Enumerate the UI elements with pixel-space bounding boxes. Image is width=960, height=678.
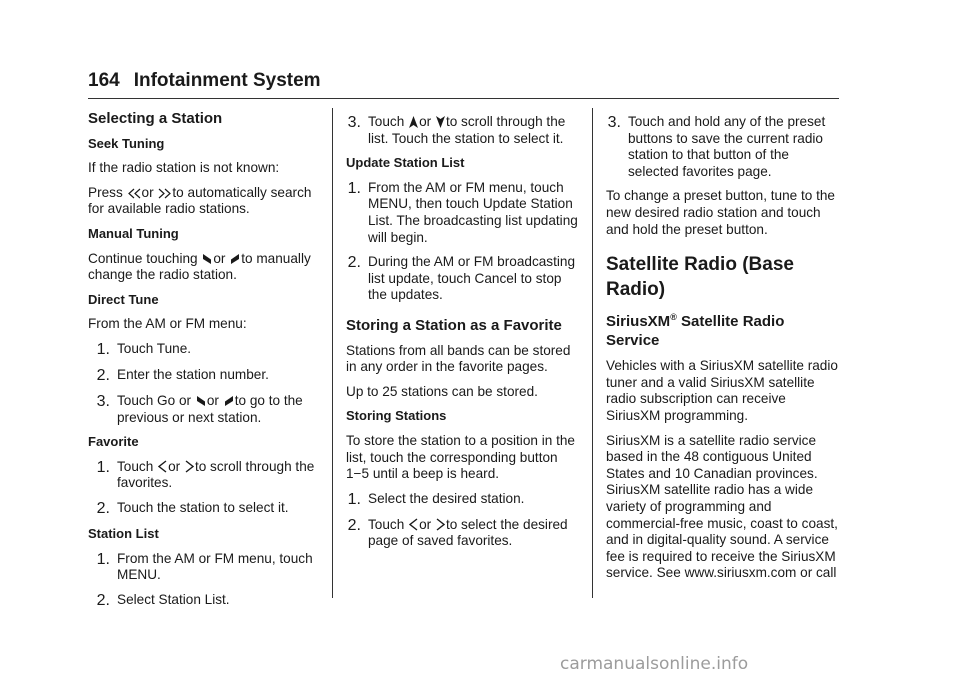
subheading: Storing Stations (346, 408, 447, 424)
column-1 (88, 108, 320, 618)
paragraph: Stations from all bands can be stored in any order in the favorite pages. (346, 342, 571, 375)
paragraph: To change a preset button, tune to the new desired radio station and touch and hold the preset button. (606, 188, 835, 237)
tune-up-icon (230, 253, 240, 265)
header-rule (88, 98, 839, 99)
paragraph: From the AM or FM menu: (88, 316, 247, 332)
list-item: 2. Touch the station to select it. (96, 499, 289, 517)
column-2 (346, 108, 578, 558)
paragraph: Vehicles with a SiriusXM satellite radio tuner and a valid SiriusXM satellite radio subscription can receive SiriusXM programming. (606, 358, 838, 423)
subheading: Update Station List (346, 155, 465, 171)
list-item: 2. Enter the station number. (96, 366, 269, 384)
paragraph: SiriusXM is a satellite radio service based in the 48 contiguous United States and 10 Canadian provinces. SiriusXM satellite radio has a wide variety of programming and commercial-free music, coast to coast, and in digital-quality sound. A service fee is required to receive the SiriusXM service. See www.siriusxm.com or call (606, 432, 838, 581)
paragraph: Press or to automatically search for available radio stations. (88, 184, 312, 217)
subheading: Favorite (88, 434, 139, 450)
list-item: 2. During the AM or FM broadcasting list update, touch Cancel to stop the updates. (347, 254, 576, 303)
paragraph: Up to 25 stations can be stored. (346, 383, 538, 399)
list-item: 3. Touch Go or or to go to the previous or next station. (96, 392, 303, 425)
list-item: 3. Touch and hold any of the preset buttons to save the current radio station to that button of the selected favorites page. (607, 114, 826, 179)
column-divider (592, 108, 593, 598)
seek-forward-icon (158, 188, 171, 199)
list-item: 1. Touch or to scroll through the favorites. (96, 458, 315, 491)
subheading: Direct Tune (88, 291, 159, 307)
list-item: 1. From the AM or FM menu, touch MENU, then touch Update Station List. The broadcasting list updating will begin. (347, 179, 578, 245)
page-number: 164 (88, 70, 120, 91)
list-item: 2. Select Station List. (96, 591, 230, 609)
subheading: SiriusXM® Satellite Radio Service (606, 312, 785, 350)
page-header (88, 70, 321, 92)
section-heading: Storing a Station as a Favorite (346, 316, 562, 334)
tune-down-icon (196, 395, 206, 407)
subheading: Station List (88, 525, 159, 541)
paragraph: Continue touching or to manually change the radio station. (88, 250, 311, 283)
section-heading: Selecting a Station (88, 110, 223, 127)
seek-back-icon (128, 188, 141, 199)
list-item: 1. Select the desired station. (347, 490, 525, 508)
arrow-up-icon (409, 116, 418, 128)
watermark: carmanualsonline.info (560, 654, 749, 674)
tune-down-icon (202, 253, 212, 265)
chevron-right-icon (185, 460, 194, 473)
paragraph: If the radio station is not known: (88, 160, 280, 176)
chevron-left-icon (409, 518, 418, 531)
list-item: 1. Touch Tune. (96, 340, 192, 358)
page-title: Infotainment System (133, 70, 321, 91)
tune-up-icon (224, 395, 234, 407)
section-heading: Satellite Radio (Base Radio) (606, 254, 794, 301)
paragraph: To store the station to a position in the list, touch the corresponding button 1−5 until a beep is heard. (346, 432, 575, 482)
list-item: 3. Touch or to scroll through the list. Touch the station to select it. (347, 114, 566, 146)
column-3 (606, 108, 840, 590)
arrow-down-icon (436, 116, 445, 128)
list-item: 1. From the AM or FM menu, touch MENU. (96, 550, 313, 583)
subheading: Manual Tuning (88, 225, 179, 241)
list-item: 2. Touch or to select the desired page of saved favorites. (347, 516, 568, 549)
subheading: Seek Tuning (88, 135, 165, 151)
chevron-left-icon (158, 460, 167, 473)
chevron-right-icon (436, 518, 445, 531)
column-divider (332, 108, 333, 598)
